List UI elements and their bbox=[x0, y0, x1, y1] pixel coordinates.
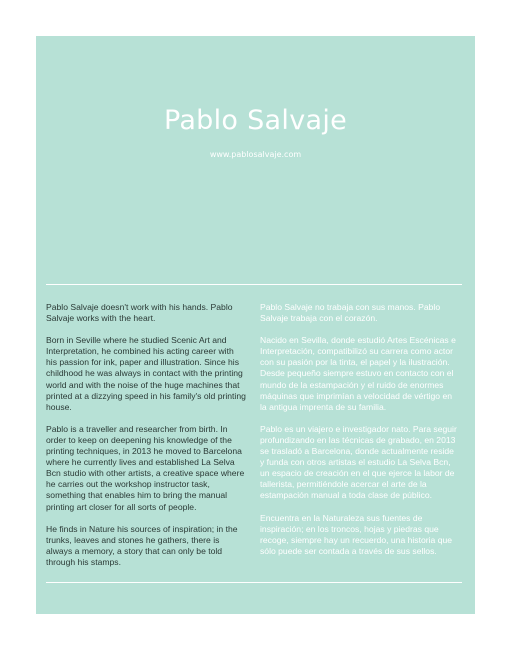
website-url: www.pablosalvaje.com bbox=[209, 150, 302, 159]
bio-sheet bbox=[36, 36, 475, 614]
bottom-divider bbox=[46, 582, 462, 583]
english-paragraph-3: Pablo is a traveller and researcher from birth. In order to keep on deepening his knowledge of the printing techniques, in 2013 he moved to Barcelona where he currently lives and established La Selva Bcn studio with other artists, a creative space where he carries out the workshop instructor task, something that enables him to bring the manual printing art closer for all sorts of people. bbox=[46, 423, 245, 512]
spanish-paragraph-3: Pablo es un viajero e investigador nato. Para seguir profundizando en las técnicas de grabado, en 2013 se trasladó a Barcelona, donde actualmente reside y funda con otros artistas el estudio La Selva Bcn, un espacio de creación en el que ejerce la labor de tallerista, permitiéndole acercar el arte de la estampación manual a toda clase de público. bbox=[260, 423, 457, 501]
english-paragraph-1: Pablo Salvaje doesn't work with his hands. Pablo Salvaje works with the heart. bbox=[46, 302, 233, 324]
english-paragraph-4: He finds in Nature his sources of inspiration; in the trunks, leaves and stones he gathers, there is always a memory, a story that can only be told through his stamps. bbox=[46, 523, 238, 567]
english-paragraph-2: Born in Seville where he studied Scenic Art and Interpretation, he combined his acting career with his passion for ink, paper and illustration. Since his childhood he was always in contact with the printing world and with the noise of the huge machines that printed at a dizzying speed in his family's old printing house. bbox=[46, 335, 246, 412]
english-column bbox=[46, 302, 246, 579]
spanish-paragraph-4: Encuentra en la Naturaleza sus fuentes de inspiración; en los troncos, hojas y piedras que recoge, siempre hay un recuerdo, una historia que sólo puede ser contada a través de sus sellos. bbox=[260, 512, 453, 556]
spanish-paragraph-2: Nacido en Sevilla, donde estudió Artes Escénicas e Interpretación, compatibilizó su carrera como actor con su pasión por la tinta, el papel y la ilustración. Desde pequeño siempre estuvo en contacto con el mundo de la estampación y el ruido de enormes máquinas que imprimían a velocidad de vértigo en la antigua imprenta de su familia. bbox=[260, 335, 456, 412]
page-title: Pablo Salvaje bbox=[163, 105, 348, 136]
top-divider bbox=[46, 284, 462, 285]
spanish-paragraph-1: Pablo Salvaje no trabaja con sus manos. Pablo Salvaje trabaja con el corazón. bbox=[260, 302, 441, 324]
spanish-column bbox=[260, 302, 460, 568]
